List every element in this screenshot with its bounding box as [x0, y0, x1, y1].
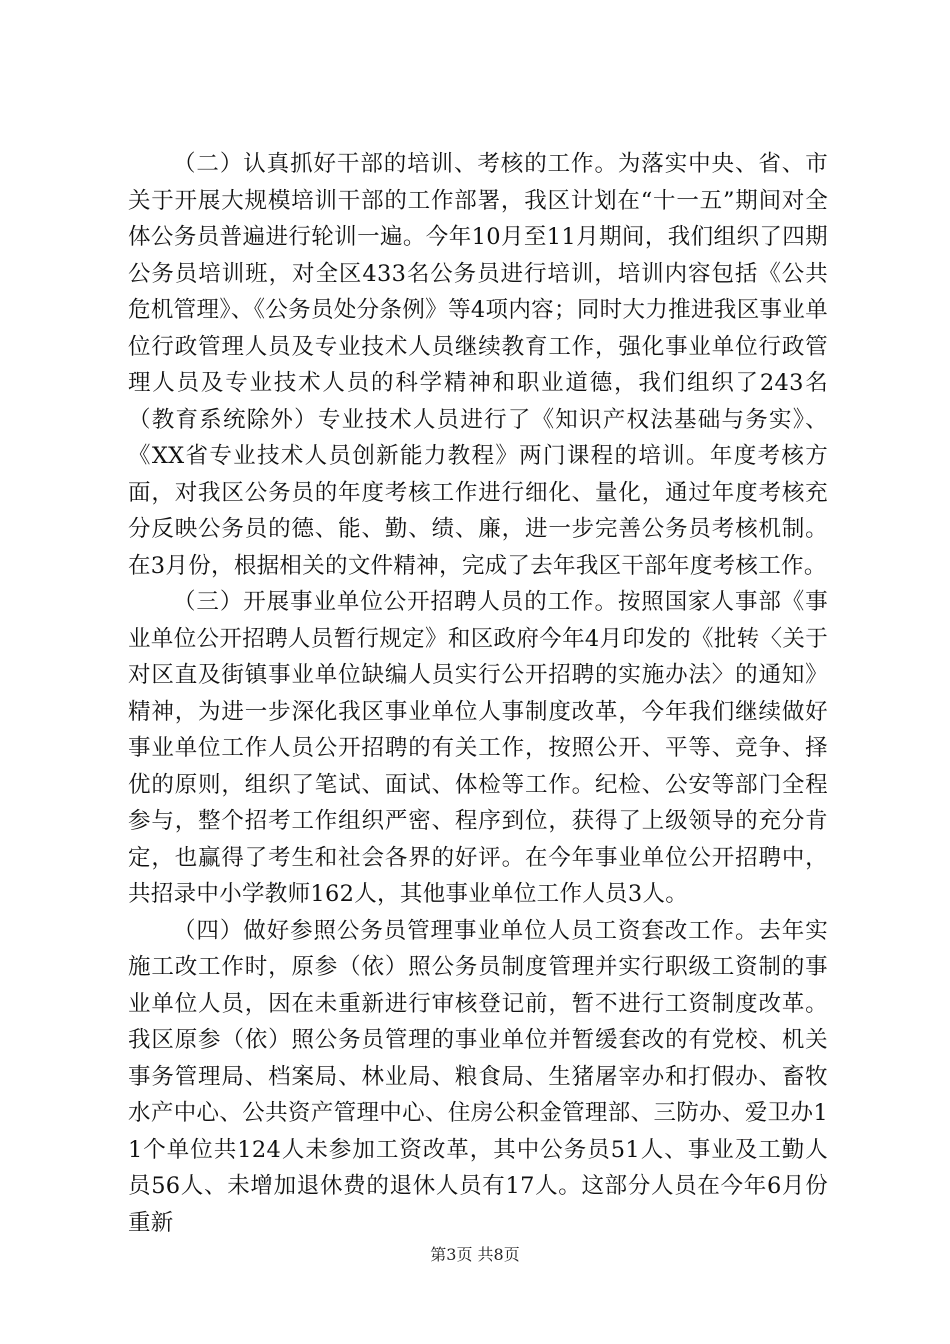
paragraph-training-assessment: （二）认真抓好干部的培训、考核的工作。为落实中央、省、市关于开展大规模培训干部的工作部署，我区计划在“十一五”期间对全体公务员普遍进行轮训一遍。今年10月至11月期间，我们组织了四期公务员培训班，对全区433名公务员进行培训，培训内容包括《公共危机管理》、《公务员处分条例》等4项内容；同时大力推进我区事业单位行政管理人员及专业技术人员继续教育工作，强化事业单位行政管理人员及专业技术人员的科学精神和职业道德，我们组织了243名（教育系统除外）专业技术人员进行了《知识产权法基础与务实》、《XX省专业技术人员创新能力教程》两门课程的培训。年度考核方面，对我区公务员的年度考核工作进行细化、量化，通过年度考核充分反映公务员的德、能、勤、绩、廉，进一步完善公务员考核机制。在3月份，根据相关的文件精神，完成了去年我区干部年度考核工作。	[128, 151, 828, 579]
paragraph-salary-reform: （四）做好参照公务员管理事业单位人员工资套改工作。去年实施工改工作时，原参（依）照公务员制度管理并实行职级工资制的事业单位人员，因在未重新进行审核登记前，暂不进行工资制度改革。我区原参（依）照公务员管理的事业单位并暂缓套改的有党校、机关事务管理局、档案局、林业局、粮食局、生猪屠宰办和打假办、畜牧水产中心、公共资产管理中心、住房公积金管理部、三防办、爱卫办11个单位共124人未参加工资改革，其中公务员51人、事业及工勤人员56人、未增加退休费的退休人员有17人。这部分人员在今年6月份重新	[128, 917, 828, 1236]
page-number-footer: 第3页 共8页	[430, 1245, 520, 1264]
paragraph-public-recruitment: （三）开展事业单位公开招聘人员的工作。按照国家人事部《事业单位公开招聘人员暂行规定》和区政府今年4月印发的《批转〈关于对区直及街镇事业单位缺编人员实行公开招聘的实施办法〉的通知》精神，为进一步深化我区事业单位人事制度改革，今年我们继续做好事业单位工作人员公开招聘的有关工作，按照公开、平等、竞争、择优的原则，组织了笔试、面试、体检等工作。纪检、公安等部门全程参与，整个招考工作组织严密、程序到位，获得了上级领导的充分肯定，也赢得了考生和社会各界的好评。在今年事业单位公开招聘中，共招录中小学教师162人，其他事业单位工作人员3人。	[128, 589, 828, 907]
document-body	[128, 146, 828, 1241]
